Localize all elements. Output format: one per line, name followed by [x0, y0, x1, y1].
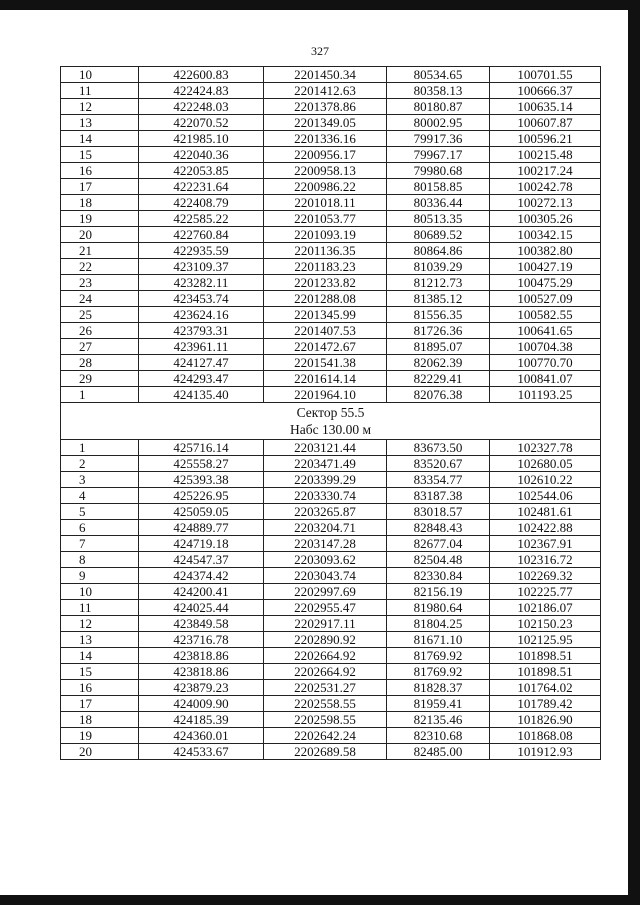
table-row	[61, 472, 601, 488]
coord-y-cell: 2201407.53	[264, 323, 387, 339]
local-x-cell: 83520.67	[387, 456, 490, 472]
local-y-cell: 100841.07	[490, 371, 601, 387]
coord-y-cell: 2203204.71	[264, 520, 387, 536]
coord-y-cell: 2202689.58	[264, 744, 387, 760]
coord-y-cell: 2201450.34	[264, 67, 387, 83]
local-x-cell: 81556.35	[387, 307, 490, 323]
coord-y-cell: 2201136.35	[264, 243, 387, 259]
coord-x-cell: 424360.01	[139, 728, 264, 744]
local-x-cell: 81769.92	[387, 664, 490, 680]
local-x-cell: 82156.19	[387, 584, 490, 600]
coord-x-cell: 424547.37	[139, 552, 264, 568]
point-number-cell: 10	[61, 584, 139, 600]
point-number-cell: 20	[61, 227, 139, 243]
coord-y-cell: 2201541.38	[264, 355, 387, 371]
coord-y-cell: 2202664.92	[264, 664, 387, 680]
point-number-cell: 15	[61, 664, 139, 680]
coord-y-cell: 2201614.14	[264, 371, 387, 387]
coord-x-cell: 425393.38	[139, 472, 264, 488]
local-x-cell: 80358.13	[387, 83, 490, 99]
coord-y-cell: 2201412.63	[264, 83, 387, 99]
local-y-cell: 101193.25	[490, 387, 601, 403]
local-x-cell: 80864.86	[387, 243, 490, 259]
coord-y-cell: 2202890.92	[264, 632, 387, 648]
local-x-cell: 80002.95	[387, 115, 490, 131]
local-x-cell: 82677.04	[387, 536, 490, 552]
local-y-cell: 100427.19	[490, 259, 601, 275]
point-number-cell: 9	[61, 568, 139, 584]
coord-x-cell: 424719.18	[139, 536, 264, 552]
local-y-cell: 100342.15	[490, 227, 601, 243]
scan-border-right	[628, 0, 640, 905]
coord-y-cell: 2203399.29	[264, 472, 387, 488]
coordinates-table	[60, 66, 601, 760]
point-number-cell: 14	[61, 131, 139, 147]
local-x-cell: 81980.64	[387, 600, 490, 616]
table-row	[61, 387, 601, 403]
point-number-cell: 14	[61, 648, 139, 664]
point-number-cell: 2	[61, 456, 139, 472]
point-number-cell: 19	[61, 211, 139, 227]
local-y-cell: 100527.09	[490, 291, 601, 307]
section-header-group	[61, 403, 601, 440]
point-number-cell: 7	[61, 536, 139, 552]
coord-x-cell: 424200.41	[139, 584, 264, 600]
coord-y-cell: 2202997.69	[264, 584, 387, 600]
coord-x-cell: 422053.85	[139, 163, 264, 179]
point-number-cell: 1	[61, 387, 139, 403]
local-x-cell: 79967.17	[387, 147, 490, 163]
point-number-cell: 18	[61, 195, 139, 211]
point-number-cell: 12	[61, 616, 139, 632]
coord-x-cell: 422408.79	[139, 195, 264, 211]
coord-x-cell: 422600.83	[139, 67, 264, 83]
local-x-cell: 80689.52	[387, 227, 490, 243]
local-y-cell: 100704.38	[490, 339, 601, 355]
local-x-cell: 80534.65	[387, 67, 490, 83]
table-row	[61, 131, 601, 147]
point-number-cell: 4	[61, 488, 139, 504]
coord-x-cell: 424889.77	[139, 520, 264, 536]
local-y-cell: 100607.87	[490, 115, 601, 131]
local-y-cell: 100582.55	[490, 307, 601, 323]
local-y-cell: 100701.55	[490, 67, 601, 83]
point-number-cell: 13	[61, 115, 139, 131]
coord-y-cell: 2200986.22	[264, 179, 387, 195]
table-row	[61, 488, 601, 504]
point-number-cell: 21	[61, 243, 139, 259]
coordinates-document	[60, 66, 600, 760]
point-number-cell: 18	[61, 712, 139, 728]
coord-x-cell: 423793.31	[139, 323, 264, 339]
table-row	[61, 520, 601, 536]
local-x-cell: 81895.07	[387, 339, 490, 355]
coord-y-cell: 2203471.49	[264, 456, 387, 472]
point-number-cell: 17	[61, 696, 139, 712]
coord-y-cell: 2200958.13	[264, 163, 387, 179]
coord-y-cell: 2203043.74	[264, 568, 387, 584]
table-row	[61, 371, 601, 387]
coord-y-cell: 2202642.24	[264, 728, 387, 744]
coord-x-cell: 424293.47	[139, 371, 264, 387]
coord-y-cell: 2201093.19	[264, 227, 387, 243]
coord-y-cell: 2201233.82	[264, 275, 387, 291]
table-row	[61, 67, 601, 83]
table-row	[61, 259, 601, 275]
local-y-cell: 102481.61	[490, 504, 601, 520]
local-y-cell: 101912.93	[490, 744, 601, 760]
coord-y-cell: 2202598.55	[264, 712, 387, 728]
local-x-cell: 81385.12	[387, 291, 490, 307]
local-y-cell: 101764.02	[490, 680, 601, 696]
coord-y-cell: 2203265.87	[264, 504, 387, 520]
coord-y-cell: 2202558.55	[264, 696, 387, 712]
point-number-cell: 27	[61, 339, 139, 355]
coord-x-cell: 423818.86	[139, 664, 264, 680]
table-row	[61, 584, 601, 600]
coord-x-cell: 424374.42	[139, 568, 264, 584]
local-y-cell: 100305.26	[490, 211, 601, 227]
table-row	[61, 115, 601, 131]
table-row	[61, 568, 601, 584]
table-row	[61, 504, 601, 520]
coord-y-cell: 2201053.77	[264, 211, 387, 227]
point-number-cell: 10	[61, 67, 139, 83]
point-number-cell: 25	[61, 307, 139, 323]
table-row	[61, 600, 601, 616]
local-y-cell: 100475.29	[490, 275, 601, 291]
local-x-cell: 82330.84	[387, 568, 490, 584]
local-x-cell: 82229.41	[387, 371, 490, 387]
coord-y-cell: 2203330.74	[264, 488, 387, 504]
table-row	[61, 552, 601, 568]
coord-x-cell: 423849.58	[139, 616, 264, 632]
coord-x-cell: 425716.14	[139, 440, 264, 456]
local-y-cell: 102367.91	[490, 536, 601, 552]
local-y-cell: 102225.77	[490, 584, 601, 600]
point-number-cell: 24	[61, 291, 139, 307]
section-header-row	[61, 403, 601, 440]
coord-x-cell: 422040.36	[139, 147, 264, 163]
coord-x-cell: 424025.44	[139, 600, 264, 616]
local-y-cell: 101826.90	[490, 712, 601, 728]
local-y-cell: 102125.95	[490, 632, 601, 648]
point-number-cell: 29	[61, 371, 139, 387]
table-row	[61, 616, 601, 632]
point-number-cell: 20	[61, 744, 139, 760]
coord-x-cell: 425059.05	[139, 504, 264, 520]
local-y-cell: 100242.78	[490, 179, 601, 195]
coord-x-cell: 423961.11	[139, 339, 264, 355]
table-row	[61, 339, 601, 355]
point-number-cell: 11	[61, 600, 139, 616]
page-number: 327	[311, 44, 329, 58]
local-y-cell: 100217.24	[490, 163, 601, 179]
coord-x-cell: 423818.86	[139, 648, 264, 664]
local-x-cell: 83354.77	[387, 472, 490, 488]
local-y-cell: 100596.21	[490, 131, 601, 147]
table-row	[61, 307, 601, 323]
section-subtitle: Набс 130.00 м	[289, 422, 372, 437]
point-number-cell: 28	[61, 355, 139, 371]
coord-y-cell: 2201018.11	[264, 195, 387, 211]
local-y-cell: 100382.80	[490, 243, 601, 259]
local-x-cell: 82504.48	[387, 552, 490, 568]
table-row	[61, 680, 601, 696]
coord-y-cell: 2201472.67	[264, 339, 387, 355]
point-number-cell: 13	[61, 632, 139, 648]
local-x-cell: 79980.68	[387, 163, 490, 179]
coord-x-cell: 422935.59	[139, 243, 264, 259]
table-row	[61, 536, 601, 552]
table-row	[61, 632, 601, 648]
coord-x-cell: 423453.74	[139, 291, 264, 307]
local-x-cell: 82062.39	[387, 355, 490, 371]
local-y-cell: 102186.07	[490, 600, 601, 616]
table-row	[61, 195, 601, 211]
local-x-cell: 83673.50	[387, 440, 490, 456]
coord-y-cell: 2203147.28	[264, 536, 387, 552]
point-number-cell: 5	[61, 504, 139, 520]
coord-y-cell: 2201336.16	[264, 131, 387, 147]
coord-x-cell: 424135.40	[139, 387, 264, 403]
coord-x-cell: 422231.64	[139, 179, 264, 195]
point-number-cell: 16	[61, 163, 139, 179]
local-y-cell: 100770.70	[490, 355, 601, 371]
scan-border-bottom	[0, 895, 640, 905]
table-row	[61, 728, 601, 744]
coord-y-cell: 2202917.11	[264, 616, 387, 632]
coord-y-cell: 2201964.10	[264, 387, 387, 403]
coord-x-cell: 422070.52	[139, 115, 264, 131]
local-x-cell: 80180.87	[387, 99, 490, 115]
coord-x-cell: 425226.95	[139, 488, 264, 504]
point-number-cell: 15	[61, 147, 139, 163]
point-number-cell: 16	[61, 680, 139, 696]
table-row	[61, 712, 601, 728]
local-x-cell: 81769.92	[387, 648, 490, 664]
local-y-cell: 102680.05	[490, 456, 601, 472]
table-row	[61, 355, 601, 371]
coord-y-cell: 2202664.92	[264, 648, 387, 664]
coordinates-group-after	[61, 440, 601, 760]
local-x-cell: 80336.44	[387, 195, 490, 211]
point-number-cell: 11	[61, 83, 139, 99]
local-y-cell: 100641.65	[490, 323, 601, 339]
local-y-cell: 102610.22	[490, 472, 601, 488]
local-y-cell: 101789.42	[490, 696, 601, 712]
local-x-cell: 83018.57	[387, 504, 490, 520]
local-x-cell: 81804.25	[387, 616, 490, 632]
table-row	[61, 211, 601, 227]
coord-x-cell: 423109.37	[139, 259, 264, 275]
local-x-cell: 81039.29	[387, 259, 490, 275]
coord-x-cell: 423624.16	[139, 307, 264, 323]
local-y-cell: 102269.32	[490, 568, 601, 584]
coord-x-cell: 424009.90	[139, 696, 264, 712]
coord-x-cell: 424533.67	[139, 744, 264, 760]
coord-y-cell: 2201288.08	[264, 291, 387, 307]
table-row	[61, 664, 601, 680]
table-row	[61, 456, 601, 472]
local-x-cell: 83187.38	[387, 488, 490, 504]
coord-y-cell: 2201183.23	[264, 259, 387, 275]
coord-y-cell: 2202955.47	[264, 600, 387, 616]
local-x-cell: 81671.10	[387, 632, 490, 648]
local-y-cell: 102544.06	[490, 488, 601, 504]
table-row	[61, 179, 601, 195]
table-row	[61, 323, 601, 339]
coord-x-cell: 423879.23	[139, 680, 264, 696]
coord-x-cell: 424127.47	[139, 355, 264, 371]
coord-x-cell: 422760.84	[139, 227, 264, 243]
table-row	[61, 227, 601, 243]
local-y-cell: 100635.14	[490, 99, 601, 115]
local-y-cell: 101898.51	[490, 648, 601, 664]
local-x-cell: 82848.43	[387, 520, 490, 536]
local-x-cell: 80158.85	[387, 179, 490, 195]
coord-x-cell: 423716.78	[139, 632, 264, 648]
point-number-cell: 19	[61, 728, 139, 744]
local-x-cell: 79917.36	[387, 131, 490, 147]
table-row	[61, 99, 601, 115]
local-x-cell: 82310.68	[387, 728, 490, 744]
coord-y-cell: 2201345.99	[264, 307, 387, 323]
point-number-cell: 17	[61, 179, 139, 195]
point-number-cell: 8	[61, 552, 139, 568]
scan-border-top	[0, 0, 640, 10]
local-y-cell: 100666.37	[490, 83, 601, 99]
table-row	[61, 243, 601, 259]
coord-x-cell: 424185.39	[139, 712, 264, 728]
table-row	[61, 147, 601, 163]
section-header	[61, 403, 601, 440]
table-row	[61, 648, 601, 664]
point-number-cell: 23	[61, 275, 139, 291]
local-x-cell: 81726.36	[387, 323, 490, 339]
local-x-cell: 82485.00	[387, 744, 490, 760]
coord-y-cell: 2200956.17	[264, 147, 387, 163]
local-y-cell: 100215.48	[490, 147, 601, 163]
coord-x-cell: 421985.10	[139, 131, 264, 147]
coord-y-cell: 2203121.44	[264, 440, 387, 456]
local-y-cell: 102316.72	[490, 552, 601, 568]
coord-x-cell: 423282.11	[139, 275, 264, 291]
local-y-cell: 102150.23	[490, 616, 601, 632]
local-y-cell: 101898.51	[490, 664, 601, 680]
coord-x-cell: 425558.27	[139, 456, 264, 472]
local-y-cell: 101868.08	[490, 728, 601, 744]
local-x-cell: 81959.41	[387, 696, 490, 712]
point-number-cell: 1	[61, 440, 139, 456]
table-row	[61, 744, 601, 760]
coord-x-cell: 422585.22	[139, 211, 264, 227]
point-number-cell: 26	[61, 323, 139, 339]
table-row	[61, 696, 601, 712]
coord-x-cell: 422248.03	[139, 99, 264, 115]
section-title: Сектор 55.5	[296, 405, 365, 420]
local-x-cell: 80513.35	[387, 211, 490, 227]
local-x-cell: 81828.37	[387, 680, 490, 696]
local-x-cell: 82135.46	[387, 712, 490, 728]
coordinates-group-before	[61, 67, 601, 403]
point-number-cell: 6	[61, 520, 139, 536]
local-y-cell: 102327.78	[490, 440, 601, 456]
table-row	[61, 275, 601, 291]
local-y-cell: 100272.13	[490, 195, 601, 211]
coord-y-cell: 2202531.27	[264, 680, 387, 696]
local-x-cell: 82076.38	[387, 387, 490, 403]
table-row	[61, 83, 601, 99]
coord-y-cell: 2201378.86	[264, 99, 387, 115]
point-number-cell: 22	[61, 259, 139, 275]
local-y-cell: 102422.88	[490, 520, 601, 536]
point-number-cell: 12	[61, 99, 139, 115]
table-row	[61, 163, 601, 179]
coord-y-cell: 2203093.62	[264, 552, 387, 568]
table-row	[61, 440, 601, 456]
coord-y-cell: 2201349.05	[264, 115, 387, 131]
point-number-cell: 3	[61, 472, 139, 488]
table-row	[61, 291, 601, 307]
local-x-cell: 81212.73	[387, 275, 490, 291]
coord-x-cell: 422424.83	[139, 83, 264, 99]
